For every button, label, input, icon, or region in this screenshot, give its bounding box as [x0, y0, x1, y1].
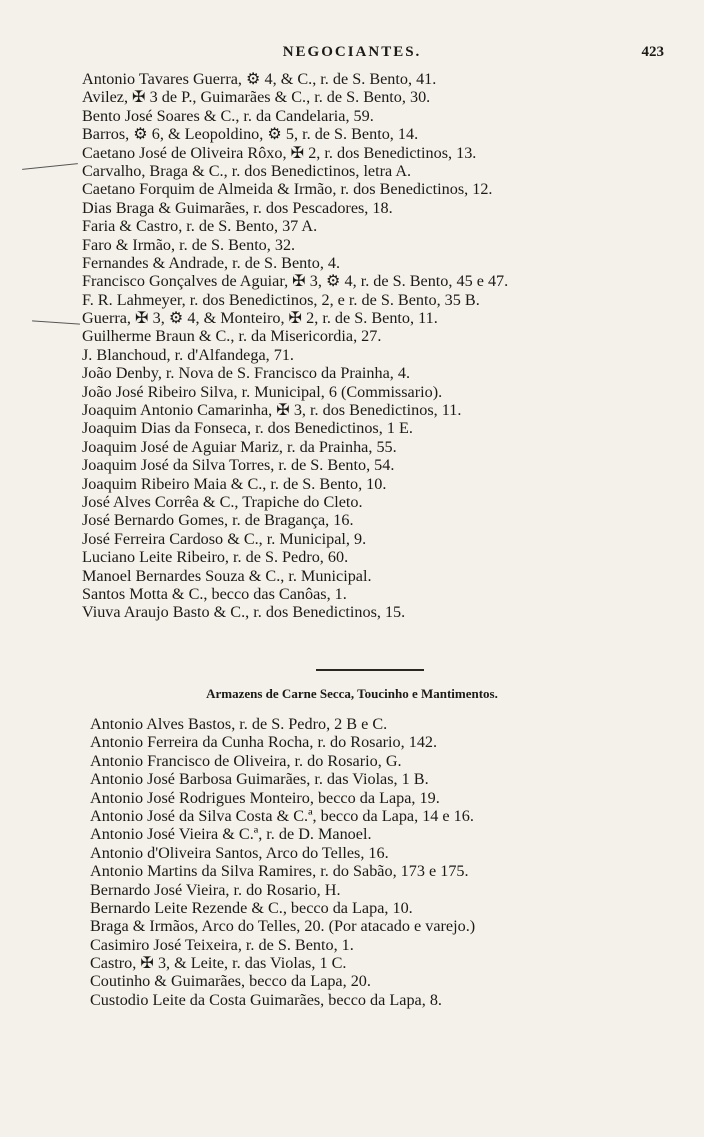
list-item: Antonio José Barbosa Guimarães, r. das Violas, 1 B. — [90, 770, 429, 789]
list-item: Castro, ✠ 3, & Leite, r. das Violas, 1 C. — [90, 954, 347, 973]
list-item: Joaquim José da Silva Torres, r. de S. Bento, 54. — [82, 456, 395, 475]
list-item: F. R. Lahmeyer, r. dos Benedictinos, 2, e r. de S. Bento, 35 B. — [82, 290, 480, 309]
section-heading: NEGOCIANTES. — [282, 44, 422, 60]
list-item: Santos Motta & C., becco das Canôas, 1. — [82, 584, 347, 603]
list-item: Custodio Leite da Costa Guimarães, becco da Lapa, 8. — [90, 990, 442, 1009]
list-item: Casimiro José Teixeira, r. de S. Bento, 1. — [90, 935, 354, 954]
list-item: Francisco Gonçalves de Aguiar, ✠ 3, ⚙ 4, r. de S. Bento, 45 e 47. — [82, 272, 509, 291]
list-item: João José Ribeiro Silva, r. Municipal, 6 (Commissario). — [82, 382, 443, 401]
list-item: Viuva Araujo Basto & C., r. dos Benedictinos, 15. — [82, 603, 406, 622]
page-header — [0, 44, 704, 68]
list-item: Joaquim Ribeiro Maia & C., r. de S. Bento, 10. — [82, 474, 387, 493]
list-item: Antonio José da Silva Costa & C.ª, becco da Lapa, 14 e 16. — [90, 806, 474, 825]
list-item: Fernandes & Andrade, r. de S. Bento, 4. — [82, 253, 341, 272]
list-item: Joaquim Dias da Fonseca, r. dos Benedictinos, 1 E. — [82, 419, 413, 438]
margin-pen-mark — [22, 163, 78, 170]
margin-pen-mark — [32, 320, 80, 324]
list-item: Braga & Irmãos, Arco do Telles, 20. (Por atacado e varejo.) — [90, 917, 476, 936]
list-item: Caetano Forquim de Almeida & Irmão, r. dos Benedictinos, 12. — [82, 180, 493, 199]
list-item: José Alves Corrêa & C., Trapiche do Cleto. — [82, 492, 363, 511]
list-item: Antonio d'Oliveira Santos, Arco do Telles, 16. — [90, 843, 389, 862]
list-item: Dias Braga & Guimarães, r. dos Pescadores, 18. — [82, 198, 393, 217]
list-item: Antonio José Vieira & C.ª, r. de D. Manoel. — [90, 825, 372, 844]
list-item: Antonio Martins da Silva Ramires, r. do Sabão, 173 e 175. — [90, 862, 469, 881]
list-item: José Bernardo Gomes, r. de Bragança, 16. — [82, 511, 354, 530]
list-item: Bernardo Leite Rezende & C., becco da Lapa, 10. — [90, 898, 413, 917]
page-number: 423 — [641, 44, 664, 60]
list-item: Joaquim José de Aguiar Mariz, r. da Prainha, 55. — [82, 437, 397, 456]
list-item: Antonio Francisco de Oliveira, r. do Rosario, G. — [90, 751, 402, 770]
list-item: Antonio Ferreira da Cunha Rocha, r. do Rosario, 142. — [90, 733, 438, 752]
list-item: Guerra, ✠ 3, ⚙ 4, & Monteiro, ✠ 2, r. de S. Bento, 11. — [82, 309, 438, 328]
list-item: Guilherme Braun & C., r. da Misericordia, 27. — [82, 327, 382, 346]
list-item: Carvalho, Braga & C., r. dos Benedictinos, letra A. — [82, 161, 412, 180]
list-item: Bento José Soares & C., r. da Candelaria, 59. — [82, 106, 374, 125]
list-item: Antonio José Rodrigues Monteiro, becco da Lapa, 19. — [90, 788, 440, 807]
list-item: Coutinho & Guimarães, becco da Lapa, 20. — [90, 972, 371, 991]
list-item: Faro & Irmão, r. de S. Bento, 32. — [82, 235, 296, 254]
list-item: Antonio Tavares Guerra, ⚙ 4, & C., r. de S. Bento, 41. — [82, 70, 437, 88]
list-item: Joaquim Antonio Camarinha, ✠ 3, r. dos Benedictinos, 11. — [82, 401, 462, 420]
merchant-list — [82, 70, 682, 622]
list-item: Avilez, ✠ 3 de P., Guimarães & C., r. de S. Bento, 30. — [82, 88, 431, 107]
warehouse-list — [90, 715, 690, 1009]
list-item: Barros, ⚙ 6, & Leopoldino, ⚙ 5, r. de S. Bento, 14. — [82, 125, 419, 144]
list-item: Luciano Leite Ribeiro, r. de S. Pedro, 60. — [82, 548, 349, 567]
list-item: José Ferreira Cardoso & C., r. Municipal, 9. — [82, 529, 367, 548]
subsection-heading: Armazens de Carne Secca, Toucinho e Mantimentos. — [206, 686, 498, 701]
list-item: Manoel Bernardes Souza & C., r. Municipal. — [82, 566, 372, 585]
section-divider — [316, 669, 424, 671]
list-item: Antonio Alves Bastos, r. de S. Pedro, 2 B e C. — [90, 715, 388, 733]
list-item: Faria & Castro, r. de S. Bento, 37 A. — [82, 217, 318, 236]
list-item: Bernardo José Vieira, r. do Rosario, H. — [90, 880, 341, 899]
list-item: Caetano José de Oliveira Rôxo, ✠ 2, r. dos Benedictinos, 13. — [82, 143, 477, 162]
list-item: João Denby, r. Nova de S. Francisco da Prainha, 4. — [82, 364, 411, 383]
list-item: J. Blanchoud, r. d'Alfandega, 71. — [82, 345, 294, 364]
